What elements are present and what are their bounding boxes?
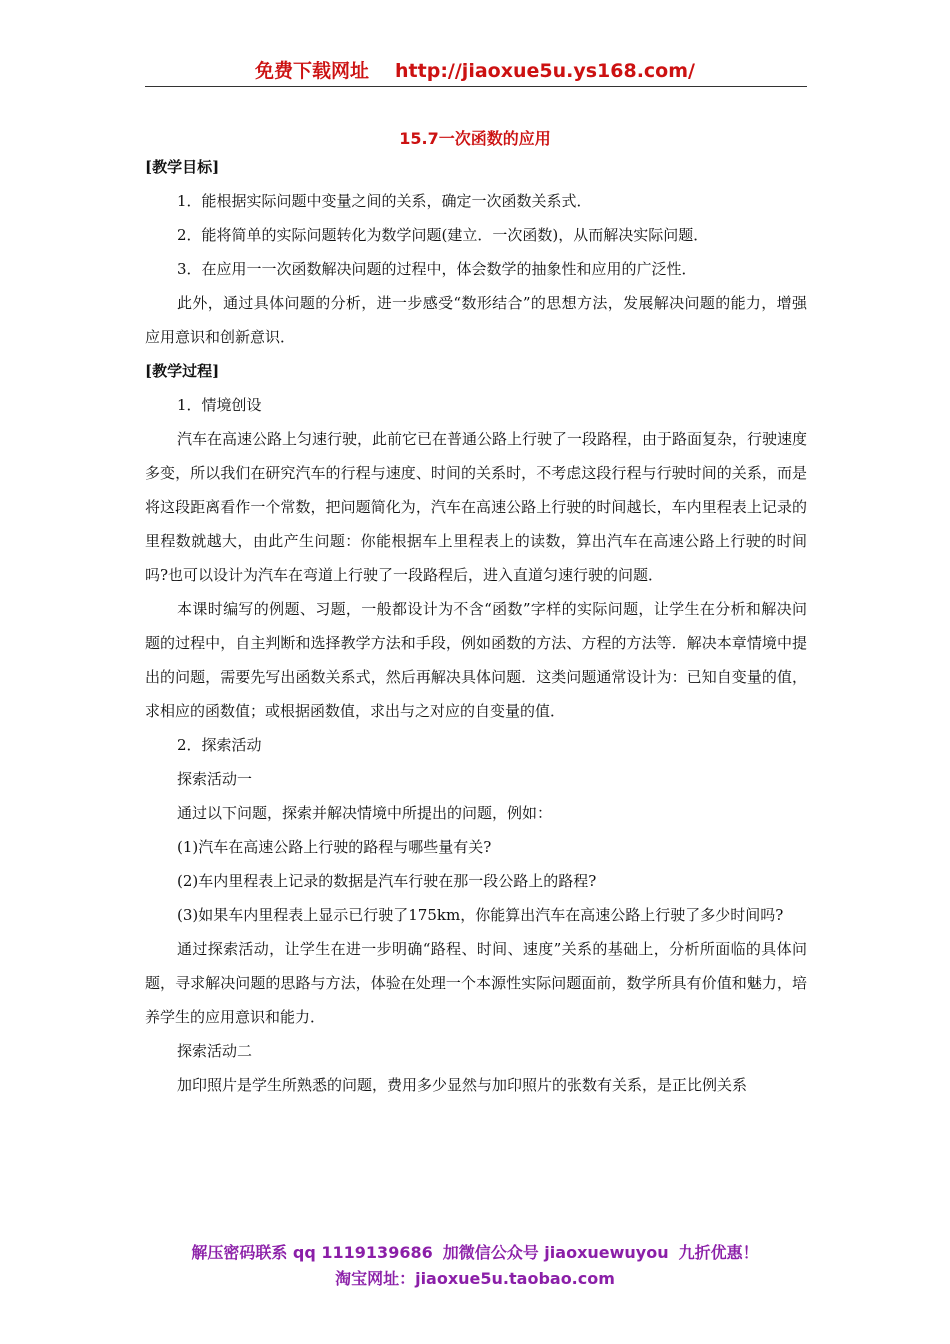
question-item: (2)车内里程表上记录的数据是汽车行驶在那一段公路上的路程? [177,872,597,890]
question-item: (3)如果车内里程表上显示已行驶了175km，你能算出汽车在高速公路上行驶了多少时间吗? [177,906,784,924]
document-body [145,150,807,1102]
paragraph: 本课时编写的例题、习题，一般都设计为不含“函数”字样的实际问题，让学生在分析和解决问题的过程中，自主判断和选择教学方法和手段，例如函数的方法、方程的方法等．解决本章情境中提出的问题，需要先写出函数关系式，然后再解决具体问题．这类问题通常设计为：已知自变量的值，求相应的函数值；或根据函数值，求出与之对应的自变量的值． [145,600,807,720]
goals-heading: [教学目标] [145,158,220,176]
paragraph: 汽车在高速公路上匀速行驶，此前它已在普通公路上行驶了一段路程，由于路面复杂，行驶速度多变，所以我们在研究汽车的行程与速度、时间的关系时，不考虑这段行程与行驶时间的关系，而是将这段距离看作一个常数，把问题简化为，汽车在高速公路上行驶的时间越长，车内里程表上记录的里程数就越大，由此产生问题：你能根据车上里程表上的读数，算出汽车在高速公路上行驶的时间吗?也可以设计为汽车在弯道上行驶了一段路程后，进入直道匀速行驶的问题． [145,430,808,584]
question-item: (1)汽车在高速公路上行驶的路程与哪些量有关? [177,838,492,856]
goal-item: 3．在应用一一次函数解决问题的过程中，体会数学的抽象性和应用的广泛性． [177,260,697,278]
footer-discount: 九折优惠！ [678,1243,759,1262]
goal-item: 1．能根据实际问题中变量之间的关系，确定一次函数关系式． [177,192,592,210]
footer-wechat: 加微信公众号 jiaoxuewuyou [442,1243,669,1262]
promo-footer [0,1240,950,1292]
footer-contact: 解压密码联系 qq 1119139686 [191,1243,433,1262]
activity-heading: 探索活动一 [177,770,253,788]
footer-taobao-link[interactable]: 淘宝网址：jiaoxue5u.taobao.com [335,1269,615,1288]
goals-extra-paragraph: 此外，通过具体问题的分析，进一步感受“数形结合”的思想方法，发展解决问题的能力，增强应用意识和创新意识． [145,294,807,346]
header-divider [145,86,807,87]
header-url-link[interactable]: http://jiaoxue5u.ys168.com/ [395,60,695,82]
footer-line-1 [0,1240,950,1266]
step-heading: 1．情境创设 [177,396,262,414]
paragraph: 通过探索活动，让学生在进一步明确“路程、时间、速度”关系的基础上，分析所面临的具体问题，寻求解决问题的思路与方法，体验在处理一个本源性实际问题面前，数学所具有价值和魅力，培养学生的应用意识和能力． [145,940,807,1026]
process-heading: [教学过程] [145,362,220,380]
paragraph: 加印照片是学生所熟悉的问题，费用多少显然与加印照片的张数有关系，是正比例关系 [177,1076,748,1094]
goal-item: 2．能将简单的实际问题转化为数学问题(建立．一次函数)，从而解决实际问题． [177,226,709,244]
page-title: 15.7一次函数的应用 [399,129,551,148]
paragraph: 通过以下问题，探索并解决情境中所提出的问题，例如： [177,804,553,822]
activity-heading: 探索活动二 [177,1042,253,1060]
download-header [0,56,950,83]
header-label: 免费下载网址 [255,60,370,82]
step-heading: 2．探索活动 [177,736,262,754]
